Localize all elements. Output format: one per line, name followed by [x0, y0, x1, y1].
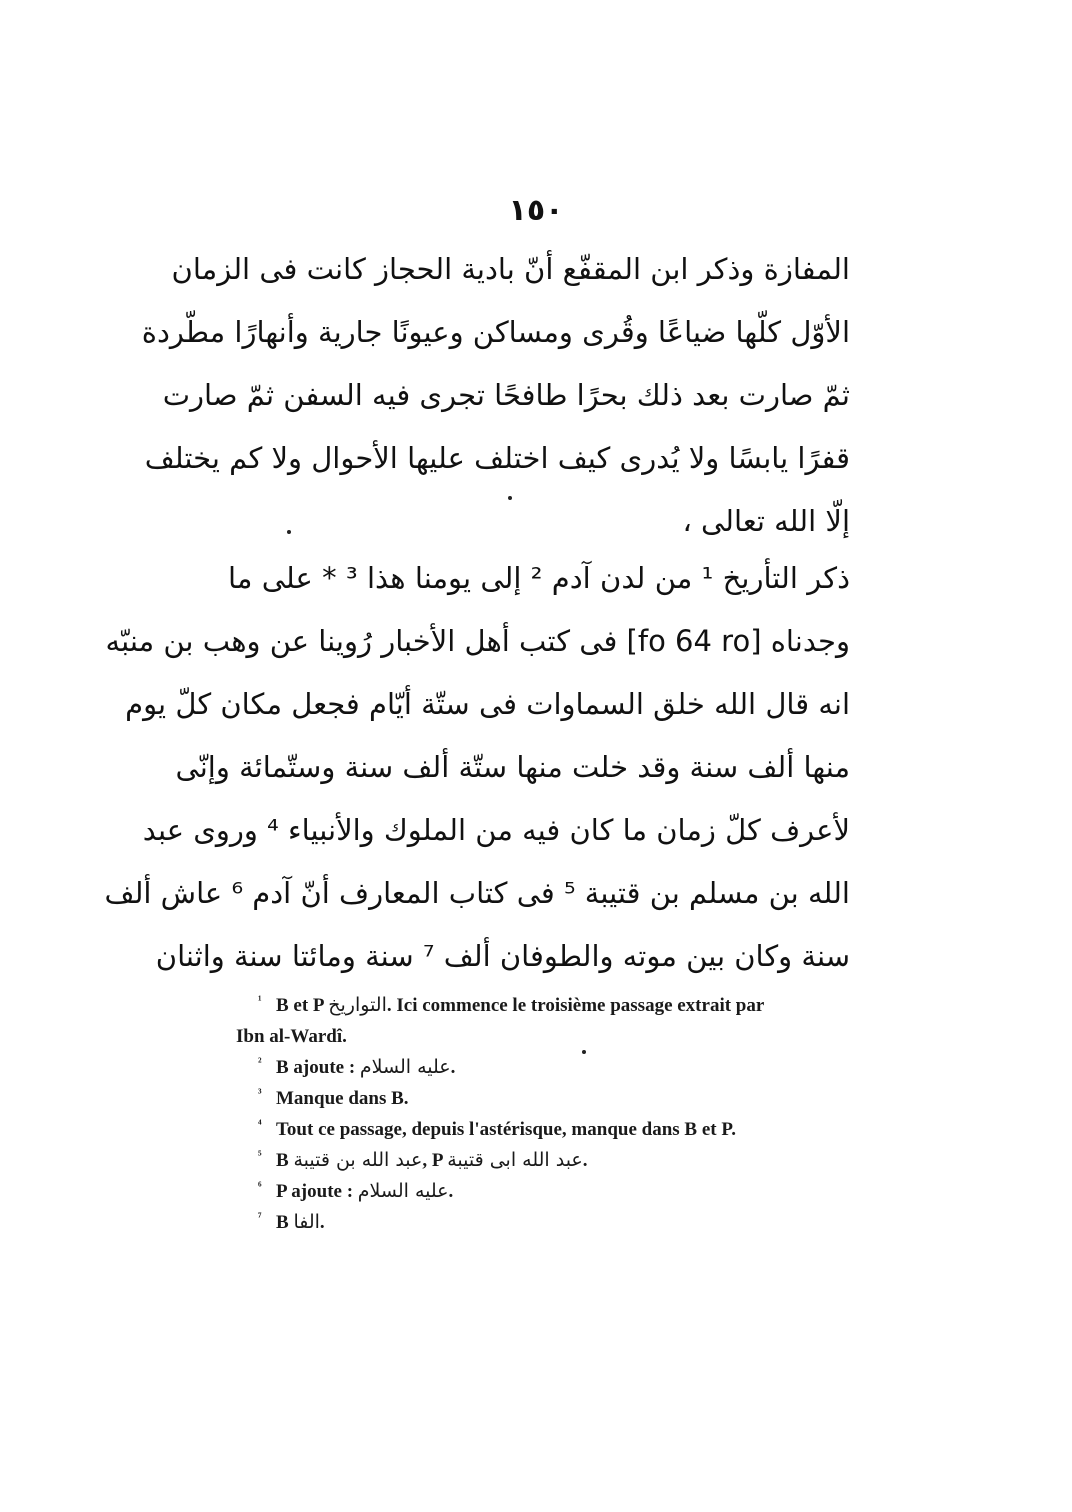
- text-line: انه قال الله خلق السماوات فى ستّة أيّام فجعل مكان كلّ يوم: [125, 687, 850, 721]
- footnote-latin: .: [450, 1057, 456, 1078]
- text-line: المفازة وذكر ابن المقفّع أنّ بادية الحجاز كانت فى الزمان: [171, 252, 850, 286]
- footnote-latin: B: [276, 1212, 294, 1233]
- footnote-latin: Manque dans B.: [276, 1088, 409, 1109]
- footnote-mark: ⁶: [258, 1179, 262, 1193]
- footnote-text: [236, 1212, 325, 1233]
- paragraph-2: [104, 547, 850, 988]
- text-line: سنة وكان بين موته والطوفان ألف ⁷ سنة ومائتا سنة واثنان: [155, 939, 850, 973]
- footnote-mark: ¹: [258, 993, 262, 1007]
- footnote-text: [236, 1057, 455, 1078]
- footnote: [236, 990, 856, 1021]
- footnote-latin: B ajoute :: [276, 1057, 360, 1078]
- text-line: الله بن مسلم بن قتيبة ⁵ فى كتاب المعارف أنّ آدم ⁶ عاش ألف: [104, 876, 850, 910]
- footnote-latin: .: [448, 1181, 454, 1202]
- text-line: وجدناه [fo 64 ro] فى كتب أهل الأخبار رُوينا عن وهب بن منبّه: [105, 624, 850, 658]
- text-line: قفرًا يابسًا ولا يُدرى كيف اختلف عليها الأحوال ولا كم يختلف: [144, 441, 850, 475]
- ink-speck: [582, 1050, 586, 1054]
- text-line: لأعرف كلّ زمان ما كان فيه من الملوك والأنبياء ⁴ وروى عبد: [142, 813, 850, 847]
- footnote-text: [236, 995, 764, 1016]
- footnote-latin: .: [582, 1150, 588, 1171]
- footnote-latin: , P: [422, 1150, 448, 1171]
- footnote-continuation: [236, 1021, 856, 1052]
- footnote-latin: . Ici commence le troisième passage extrait par: [386, 995, 765, 1016]
- footnote-latin: Ibn al-Wardî.: [236, 1026, 347, 1047]
- footnote-arabic: عليه السلام: [357, 1180, 449, 1202]
- ink-speck: [508, 496, 512, 500]
- footnote-arabic: عبد الله ابى قتيبة: [447, 1149, 583, 1171]
- text-line: منها ألف سنة وقد خلت منها ستّة ألف سنة وستّمائة وإنّى: [175, 750, 850, 784]
- footnote: [236, 1052, 856, 1083]
- footnote: [236, 1083, 856, 1114]
- ink-speck: [287, 530, 291, 534]
- footnote: [236, 1114, 856, 1145]
- footnote-text: [236, 1181, 453, 1202]
- text-line: إلّا الله تعالى ،: [682, 504, 850, 538]
- footnote-latin: B et P: [276, 995, 329, 1016]
- footnote: [236, 1176, 856, 1207]
- footnote-mark: ³: [258, 1086, 262, 1100]
- footnote: [236, 1145, 856, 1176]
- footnote-mark: ⁴: [258, 1117, 262, 1131]
- footnote-arabic: الفا: [293, 1211, 320, 1233]
- footnote-latin: Tout ce passage, depuis l'astérisque, manque dans B et P.: [276, 1119, 736, 1140]
- page-number: ١٥٠: [508, 193, 564, 228]
- footnote-arabic: التواريخ: [328, 994, 387, 1016]
- footnote-text: [236, 1119, 736, 1140]
- text-line: ثمّ صارت بعد ذلك بحرًا طافحًا تجرى فيه السفن ثمّ صارت: [162, 378, 850, 412]
- footnote-latin: .: [319, 1212, 325, 1233]
- footnote-text: [236, 1150, 588, 1171]
- footnote-mark: ²: [258, 1055, 262, 1069]
- footnote-mark: ⁵: [258, 1148, 262, 1162]
- footnote-latin: B: [276, 1150, 294, 1171]
- footnotes: [236, 990, 856, 1238]
- text-line: ذكر التأريخ ¹ من لدن آدم ² إلى يومنا هذا ³ * على ما: [228, 561, 850, 595]
- footnote-arabic: عليه السلام: [359, 1056, 451, 1078]
- footnote-arabic: عبد الله بن قتيبة: [293, 1149, 423, 1171]
- paragraph-1: [141, 238, 850, 553]
- footnote-latin: P ajoute :: [276, 1181, 358, 1202]
- text-line: الأوّل كلّها ضياعًا وقُرى ومساكن وعيونًا جارية وأنهارًا مطّردة: [141, 315, 850, 349]
- footnote-mark: ⁷: [258, 1210, 262, 1224]
- footnote: [236, 1207, 856, 1238]
